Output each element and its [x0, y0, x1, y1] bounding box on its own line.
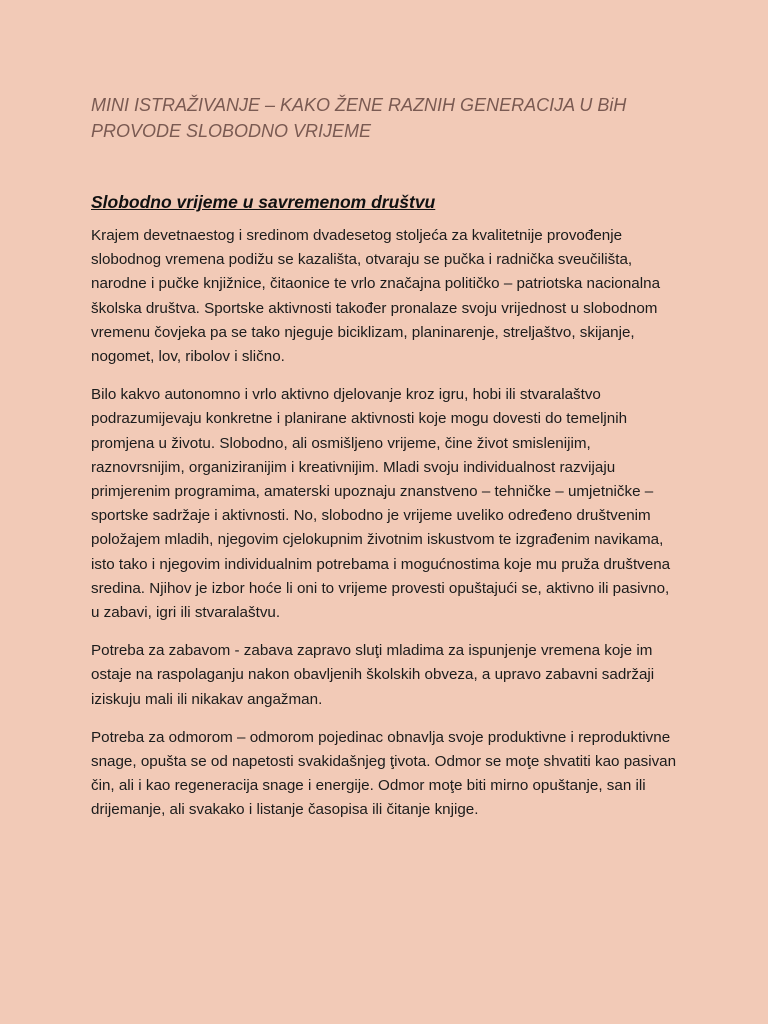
paragraph-history: Krajem devetnaestog i sredinom dvadesetog stoljeća za kvalitetnije provođenje slobodnog vremena podižu se kazališta, otvaraju se pučka i radnička sveučilišta, narodne i pučke knjižnice, čitaonice te vrlo značajna političko – patriotska nacionalna školska društva. Sportske aktivnosti također pronalaze svoju vrijednost u slobodnom vremenu čovjeka pa se tako njeguje biciklizam, planinarenje, streljaštvo, skijanje, nogomet, lov, ribolov i slično. — [91, 227, 661, 366]
paragraph-rest: Potreba za odmorom – odmorom pojedinac obnavlja svoje produktivne i reproduktivne snage, opušta se od napetosti svakidašnjeg ţivota. Odmor se moţe shvatiti kao pasivan čin, ali i kao regeneracija snage i energije. Odmor moţe biti mirno opuštanje, san ili drijemanje, ali svakako i listanje časopisa ili čitanje knjige. — [91, 728, 677, 819]
paragraph-entertainment: Potreba za zabavom - zabava zapravo sluţi mladima za ispunjenje vremena koje im ostaje na raspolaganju nakon obavljenih školskih obveza, a upravo zabavni sadržaji iziskuju mali ili nikakav angažman. — [91, 642, 655, 708]
paragraph-autonomy: Bilo kakvo autonomno i vrlo aktivno djelovanje kroz igru, hobi ili stvaralaštvo podrazumijevaju konkretne i planirane aktivnosti koje mogu dovesti do temeljnih promjena u životu. Slobodno, ali osmišljeno vrijeme, čine život smislenijim, raznovrsnijim, organiziranijim i kreativnijim. Mladi svoju individualnost razvijaju primjerenim programima, amaterski upoznaju znanstveno – tehničke – umjetničke – sportske sadržaje i aktivnosti. No, slobodno je vrijeme uveliko određeno društvenim položajem mladih, njegovim cjelokupnim životnim iskustvom te izgrađenim navikama, isto tako i njegovim individualnim potrebama i mogućnostima koje mu pruža društvena sredina. Njihov je izbor hoće li oni to vrijeme provesti opuštajući se, aktivno ili pasivno, u zabavi, igri ili stvaralaštvu. — [91, 386, 671, 622]
document-title: MINI ISTRAŽIVANJE – KAKO ŽENE RAZNIH GENERACIJA U BiH PROVODE SLOBODNO VRIJEME — [91, 95, 627, 141]
section-heading: Slobodno vrijeme u savremenom društvu — [91, 192, 436, 212]
